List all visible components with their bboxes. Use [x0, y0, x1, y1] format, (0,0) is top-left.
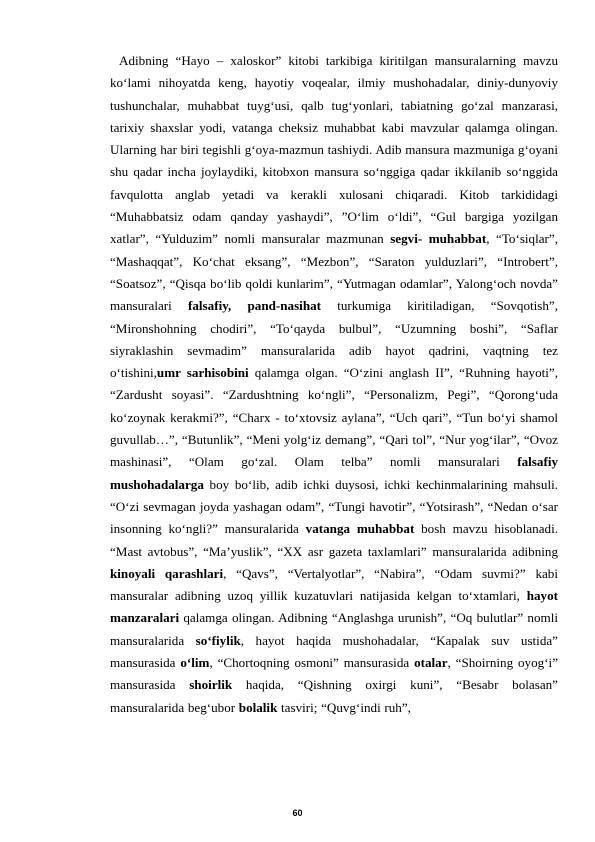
body-paragraph: [110, 50, 558, 719]
bold-theme-olim: oʻlim: [180, 655, 210, 671]
text-run: bosh mavzu hisoblanadi. “Mast avtobus”, “Maʼyuslik”, “XX asr gazeta taxlamlari” mansuralarida adibning: [110, 521, 558, 559]
bold-theme-hayot-manzaralari: hayot manzaralari: [110, 588, 558, 626]
text-run: boy boʻlib, adib ichki duysosi, ichki kechinmalarining mahsuli. “Oʻzi sevmagan joyda yashagan odam”, “Tungi havotir”, “Yotsirash”, “Nedan oʻsar insonning koʻngli?” mansuralarida: [110, 476, 558, 537]
bold-theme-sofiylik: soʻfiylik: [195, 632, 241, 648]
text-run: tasviri; “Quvgʻindi ruh”,: [277, 699, 411, 715]
text-run: haqida, “Qishning oxirgi kuni”, “Besabr bolasan” mansuralarida begʻubor: [110, 677, 558, 715]
text-run: , “Qavs”, “Vertalyotlar”, “Nabira”, “Odam suvmi?” kabi mansuralar adibning uzoq yillik kuzatuvlari natijasida kelgan toʻxtamlari,: [110, 565, 558, 604]
bold-theme-segvi-muhabbat: segvi- muhabbat: [390, 231, 487, 247]
bold-theme-falsafiy-mushohadalarga: falsafiy mushohadalarga: [110, 454, 558, 492]
bold-theme-falsafiy-pand-nasihat: falsafiy, pand-nasihat: [188, 298, 322, 314]
bold-theme-otalar: otalar: [414, 655, 448, 671]
text-run: turkumiga kiritiladigan, “Sovqotish”, “Mironshohning chodiri”, “Toʻqayda bulbul”, “Uzumning boshi”, “Saflar siyraklashin sevmadim” mansuralarida adib hayot qadrini, vaqtning tez oʻtishini,: [110, 298, 558, 381]
bold-theme-kinoyali-qarashlari: kinoyali qarashlari: [110, 565, 224, 581]
bold-theme-umr-sarhisobini: umr sarhisobini: [156, 365, 249, 381]
text-run: Adibning “Hayo – xaloskor” kitobi tarkibiga kiritilgan mansuralarning mavzu koʻlami nihoyatda keng, hayotiy voqealar, ilmiy mushohadalar, diniy-dunyoviy tushunchalar, muhabbat tuygʻusi, qalb tugʻyonlari, tabiatning goʻzal manzarasi, tarixiy shaxslar yodi, vatanga cheksiz muhabbat kabi mavzular qalamga olingan. Ularning har biri tegishli gʻoya-mazmun tashiydi. Adib mansura mazmuniga gʻoyani shu qadar incha joylaydiki, kitobxon mansura soʻnggiga qadar ikkilanib soʻnggida favqulotta anglab yetadi va kerakli xulosani chiqaradi. Kitob tarkididagi “Muhabbatsiz odam qanday yashaydi”, ”Oʻlim oʻldi”, “Gul bargiga yozilgan xatlar”, “Yulduzim” nomli mansuralar mazmunan: [110, 53, 558, 247]
document-page: [110, 50, 558, 719]
text-run: qalamga olgan. “Oʻzini anglash II”, “Ruhning hayoti”, “Zardusht soyasi”. “Zardushtning koʻngli”, “Personalizm, Pegi”, “Qorongʻuda koʻzoynak kerakmi?”, “Charx - toʻxtovsiz aylana”, “Uch qari”, “Tun boʻyi shamol guvullab…”, “Butunlik”, “Meni yolgʻiz demang”, “Qari tol”, “Nur yogʻilar”, “Ovoz mashinasi”, “Olam goʻzal. Olam telba” nomli mansuralari: [110, 365, 558, 470]
text-run: qalamga olingan. Adibning “Anglashga urunish”, “Oq bulutlar” nomli mansuralarida: [110, 610, 558, 648]
text-run: , “Shoirning oyogʻi” mansurasida: [110, 655, 559, 693]
text-run: , “Chortoqning osmoni” mansurasida: [209, 655, 415, 671]
bold-theme-shoirlik: shoirlik: [189, 677, 233, 693]
bold-theme-bolalik: bolalik: [238, 699, 278, 715]
bold-theme-vatanga-muhabbat: vatanga muhabbat: [305, 521, 415, 537]
text-run: , hayot haqida mushohadalar, “Kapalak suv ustida” mansurasida: [110, 632, 558, 671]
page-number: 60: [292, 808, 303, 818]
text-run: , “Toʻsiqlar”, “Mashaqqat”, Koʻchat eksang”, “Mezbon”, “Saraton yulduzlari”, “Introbert”, “Soatsoz”, “Qisqa boʻlib qoldi kunlarim”, “Yutmagan odamlar”, Yalongʻoch novda” mansuralari: [110, 231, 558, 314]
